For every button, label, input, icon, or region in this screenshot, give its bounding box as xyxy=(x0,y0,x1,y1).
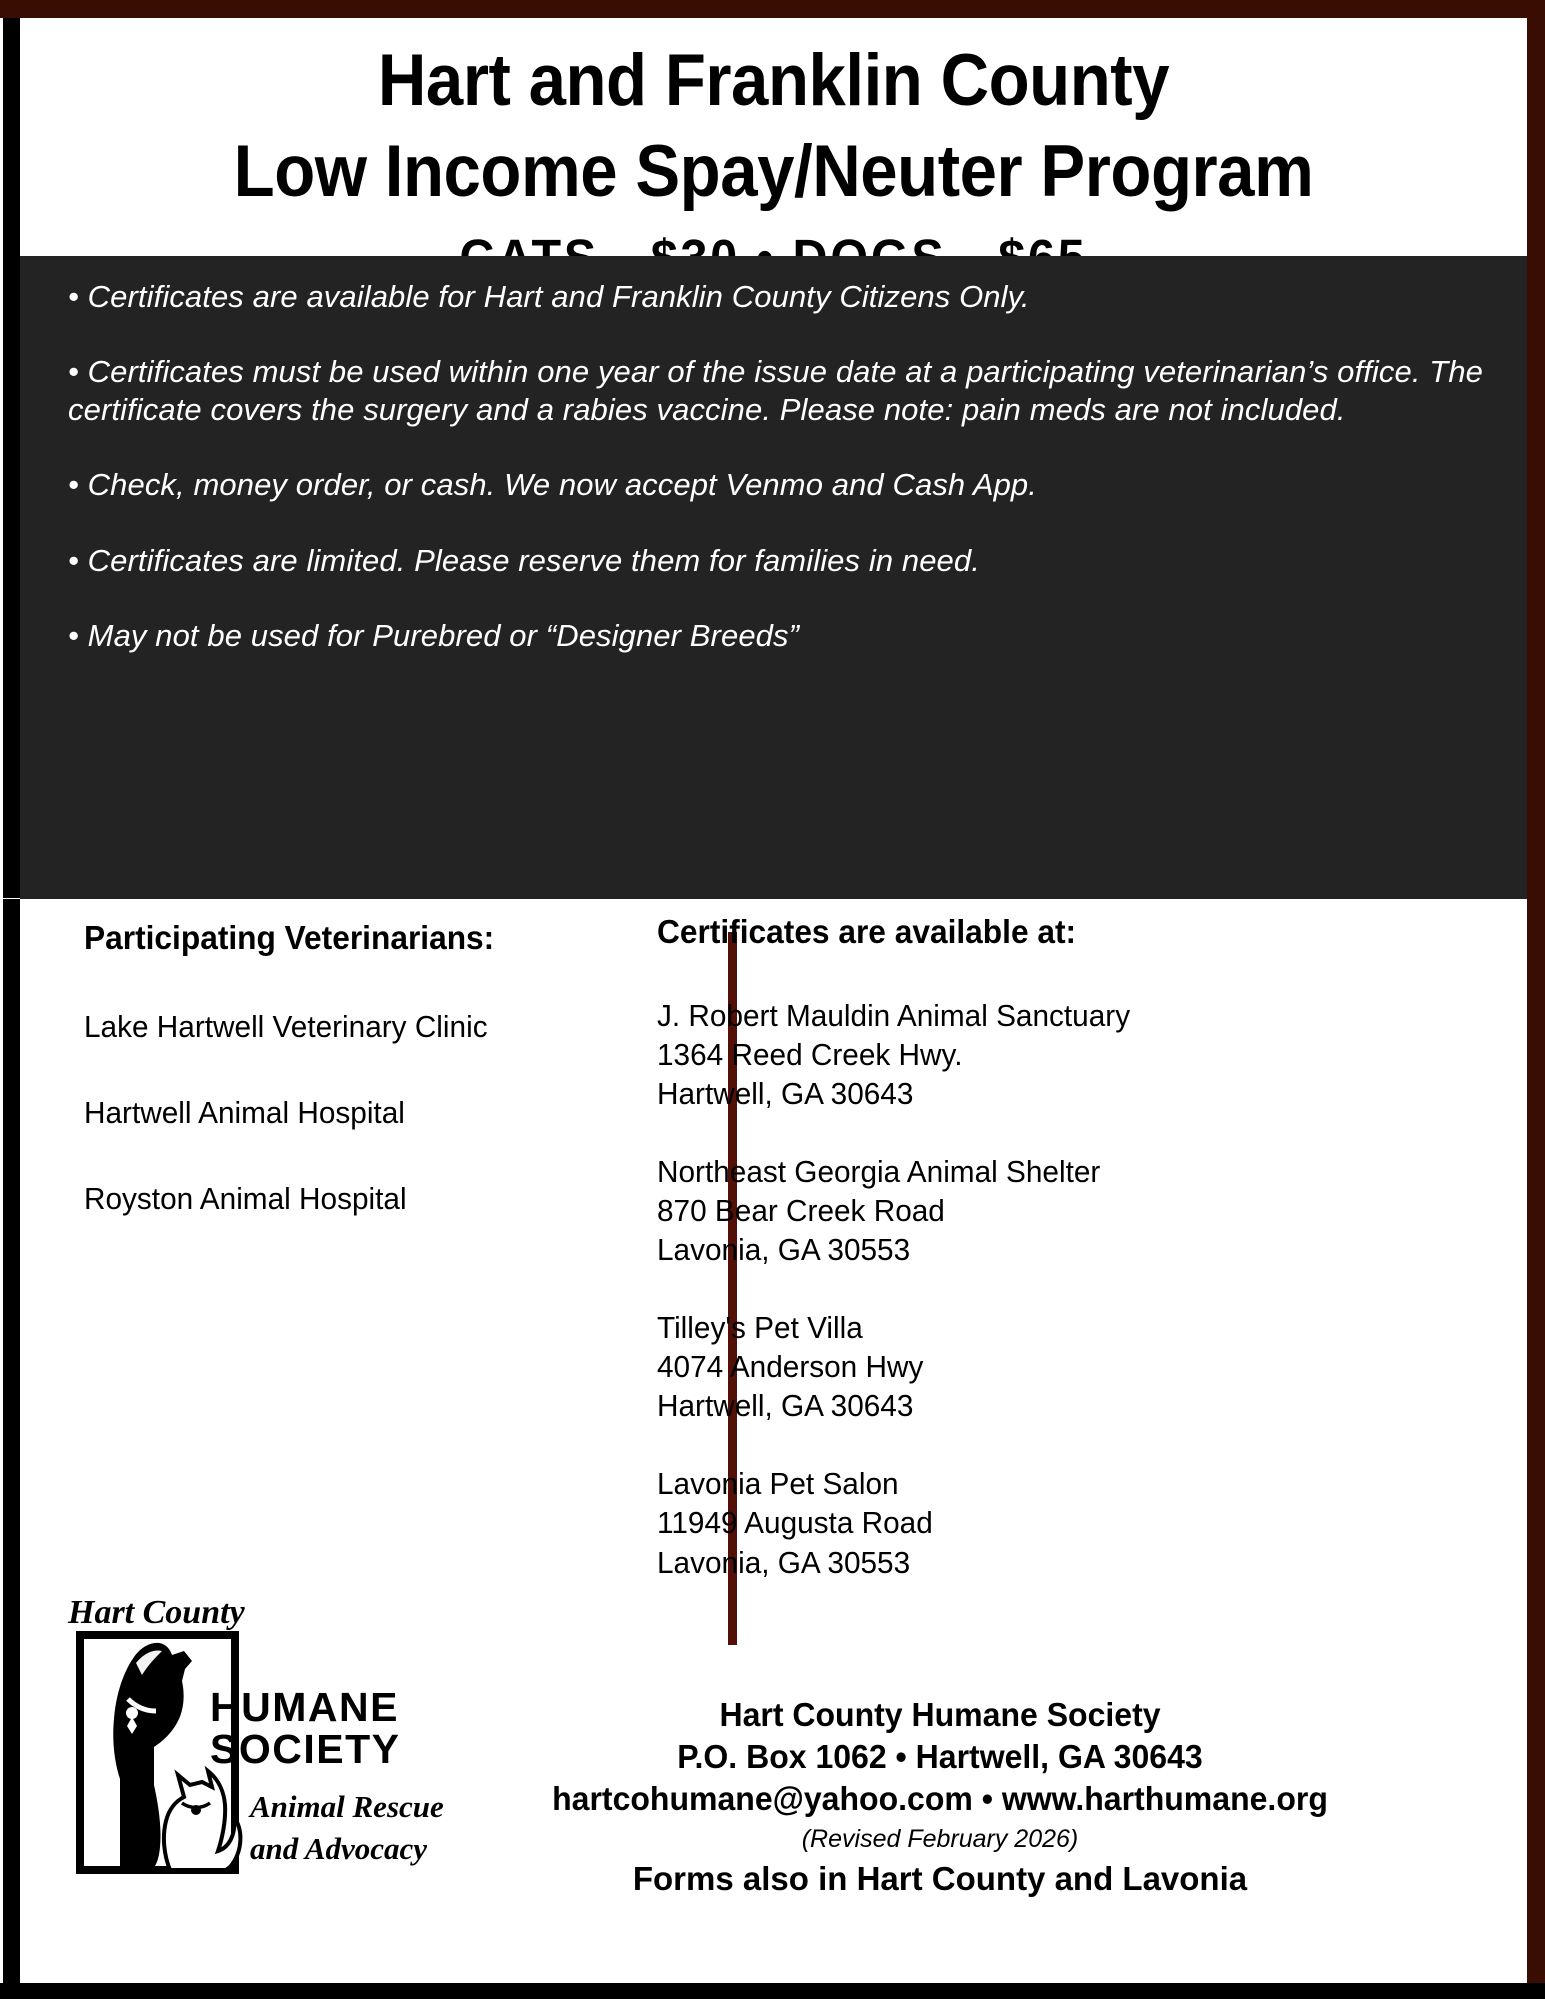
footer-org-name: Hart County Humane Society xyxy=(719,1696,1161,1733)
location-street: 1364 Reed Creek Hwy. xyxy=(657,1037,963,1073)
logo-word-humane: HUMANE xyxy=(210,1684,399,1730)
list-item xyxy=(657,996,1217,1113)
footer-clipped-line: Forms also in Hart County and Lavonia xyxy=(632,1859,1248,1897)
frame-left-border-upper xyxy=(3,18,20,898)
location-street: 11949 Augusta Road xyxy=(657,1505,933,1541)
page-title-line-2: Low Income Spay/Neuter Program xyxy=(233,131,1314,212)
list-item xyxy=(657,1308,1217,1425)
logo-script-top-text: Hart County xyxy=(68,1594,245,1631)
frame-top-border xyxy=(0,0,1545,18)
location-citystate: Lavonia, GA 30553 xyxy=(657,1544,911,1580)
page-title-line-1: Hart and Franklin County xyxy=(377,40,1170,121)
list-item: Royston Animal Hospital xyxy=(84,1181,407,1217)
bullet-item: • Certificates are limited. Please reserve them for families in need. xyxy=(68,542,980,578)
participating-veterinarians-column xyxy=(84,919,694,1265)
location-name: Lavonia Pet Salon xyxy=(657,1466,899,1502)
location-citystate: Lavonia, GA 30553 xyxy=(657,1232,911,1268)
frame-right-border xyxy=(1527,0,1545,1999)
list-item: Hartwell Animal Hospital xyxy=(84,1095,405,1131)
cat-silhouette xyxy=(164,1771,240,1870)
location-street: 4074 Anderson Hwy xyxy=(657,1349,924,1385)
location-name: Tilley's Pet Villa xyxy=(657,1310,863,1346)
lower-panel xyxy=(20,899,1527,1983)
logo-word-society: SOCIETY xyxy=(210,1726,401,1772)
bullet-item: • Certificates are available for Hart and Franklin County Citizens Only. xyxy=(68,279,1030,314)
footer-address: P.O. Box 1062 • Hartwell, GA 30643 xyxy=(677,1738,1203,1776)
locations-heading: Certificates are available at: xyxy=(657,913,1077,950)
hart-county-humane-society-logo xyxy=(58,1589,444,1879)
logo-tagline-line-1: Animal Rescue xyxy=(250,1789,444,1824)
vets-heading: Participating Veterinarians: xyxy=(84,919,495,956)
bullet-item: • Check, money order, or cash. We now accept Venmo and Cash App. xyxy=(68,467,1037,503)
list-item xyxy=(657,1464,1217,1581)
certificate-locations-column xyxy=(657,913,1217,1621)
frame-left-border-lower xyxy=(3,899,20,1999)
list-item xyxy=(657,1152,1217,1269)
logo-tagline-line-2: and Advocacy xyxy=(250,1831,428,1866)
list-item: Lake Hartwell Veterinary Clinic xyxy=(84,1009,488,1044)
terms-panel xyxy=(20,256,1527,899)
header-banner xyxy=(20,18,1527,256)
footer-contact[interactable]: hartcohumane@yahoo.com • www.harthumane.org xyxy=(552,1780,1328,1818)
location-street: 870 Bear Creek Road xyxy=(657,1193,945,1229)
location-citystate: Hartwell, GA 30643 xyxy=(657,1388,914,1424)
location-name: J. Robert Mauldin Animal Sanctuary xyxy=(657,998,1131,1033)
bullet-item: • Certificates must be used within one year of the issue date at a participating veterinarian’s office. The certificate covers the surgery and a rabies vaccine. Please note: pain meds are not included. xyxy=(68,354,1484,428)
footer-revision-date: (Revised February 2026) xyxy=(801,1824,1079,1853)
location-citystate: Hartwell, GA 30643 xyxy=(657,1076,914,1112)
bullet-item: • May not be used for Purebred or “Designer Breeds” xyxy=(68,617,800,653)
frame-bottom-border xyxy=(0,1983,1545,1999)
location-name: Northeast Georgia Animal Shelter xyxy=(657,1154,1101,1190)
footer-contact-block xyxy=(400,1694,1480,1897)
